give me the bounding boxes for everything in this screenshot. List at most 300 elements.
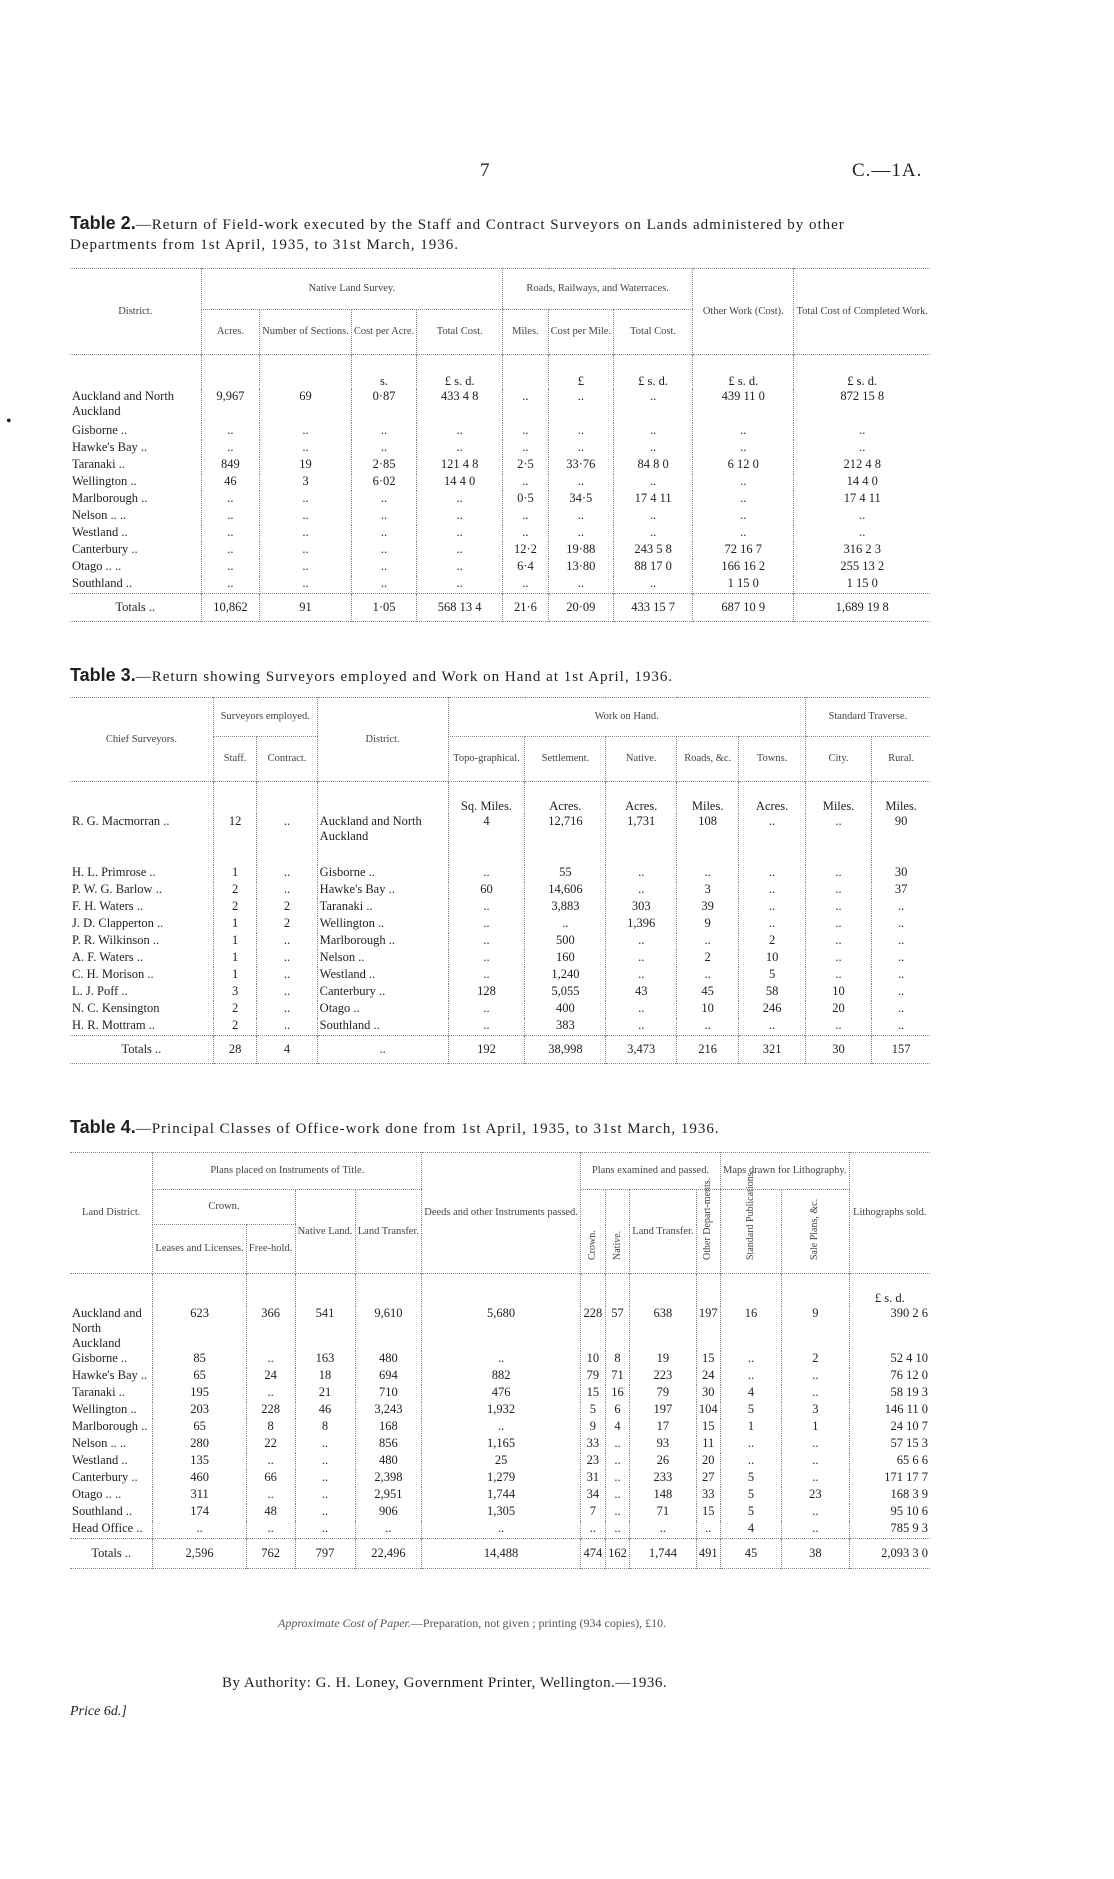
- row-label: Southland ..: [72, 1503, 133, 1518]
- table-cell: 95 10 6: [849, 1504, 930, 1521]
- table-row: [70, 1402, 930, 1419]
- totals-cell: 762: [246, 1538, 295, 1568]
- table-cell: ..: [693, 491, 794, 508]
- table-cell: 30: [872, 865, 930, 882]
- totals-cell: 38,998: [525, 1035, 606, 1063]
- table-cell: 7: [580, 1504, 605, 1521]
- table-cell: ..: [351, 559, 416, 576]
- table-cell: 8: [295, 1419, 355, 1436]
- table-cell: ..: [606, 865, 677, 882]
- t3-unit: Sq. Miles.: [448, 782, 525, 814]
- table-row: [70, 423, 930, 440]
- table-cell: 55: [525, 865, 606, 882]
- table-cell: ..: [721, 1351, 782, 1368]
- table-cell: ..: [782, 1521, 850, 1539]
- table-row: [70, 1368, 930, 1385]
- table-cell: ..: [805, 899, 871, 916]
- table-cell: ..: [782, 1385, 850, 1402]
- table-cell: ..: [351, 542, 416, 559]
- table-cell: 20: [696, 1453, 720, 1470]
- table-cell: ..: [257, 865, 317, 882]
- table-row: [70, 576, 930, 594]
- table-cell: ..: [503, 508, 549, 525]
- table-cell: ..: [872, 916, 930, 933]
- t4-unit: £ s. d.: [849, 1274, 930, 1306]
- table-cell: 71: [630, 1504, 696, 1521]
- table-cell: 166 16 2: [693, 559, 794, 576]
- table2-label: Table 2.: [70, 213, 136, 233]
- row-label: P. R. Wilkinson ..: [72, 932, 160, 947]
- table-cell: 9,967: [201, 389, 260, 423]
- totals-cell: 474: [580, 1538, 605, 1568]
- table-cell: 228: [246, 1402, 295, 1419]
- table-cell: ..: [257, 814, 317, 865]
- table3: [70, 697, 930, 1064]
- t3-h-city: City.: [805, 737, 871, 782]
- table-cell: 12·2: [503, 542, 549, 559]
- table-cell: ..: [295, 1487, 355, 1504]
- row-label: R. G. Macmorran ..: [72, 813, 170, 828]
- table-cell: 2: [257, 899, 317, 916]
- table-cell: Wellington ..: [317, 916, 448, 933]
- totals-cell: 3,473: [606, 1035, 677, 1063]
- row-label: Canterbury ..: [72, 1469, 138, 1484]
- table-cell: 316 2 3: [794, 542, 930, 559]
- table-cell: ..: [677, 1018, 739, 1036]
- totals-label: Totals ..: [91, 1545, 132, 1560]
- table-cell: 25: [422, 1453, 581, 1470]
- totals-cell: 10,862: [201, 593, 260, 621]
- row-label: Westland ..: [72, 524, 128, 539]
- table-row: [70, 865, 930, 882]
- table-row: [70, 1351, 930, 1368]
- table-cell: ..: [417, 491, 503, 508]
- table-row: [70, 1018, 930, 1036]
- table-cell: 34·5: [548, 491, 613, 508]
- table-cell: ..: [614, 474, 693, 491]
- table-cell: 5: [721, 1402, 782, 1419]
- table-cell: ..: [201, 423, 260, 440]
- table-cell: ..: [548, 474, 613, 491]
- price: Price 6d.]: [70, 1704, 127, 1719]
- t4-h-plans-placed: Plans placed on Instruments of Title.: [153, 1153, 422, 1190]
- table-cell: ..: [782, 1470, 850, 1487]
- table-cell: ..: [260, 491, 352, 508]
- table-row: [70, 1436, 930, 1453]
- row-label: Wellington ..: [72, 473, 137, 488]
- row-label: C. H. Morison ..: [72, 966, 154, 981]
- table-cell: 15: [580, 1385, 605, 1402]
- table-row: [70, 899, 930, 916]
- table-cell: 906: [355, 1504, 422, 1521]
- table-cell: ..: [614, 440, 693, 457]
- table-cell: ..: [794, 525, 930, 542]
- table-cell: 26: [630, 1453, 696, 1470]
- row-label: Auckland and North Auckland: [72, 1305, 142, 1350]
- table-cell: 2: [677, 950, 739, 967]
- table-cell: 85: [153, 1351, 246, 1368]
- table-cell: 88 17 0: [614, 559, 693, 576]
- table-cell: ..: [805, 865, 871, 882]
- t4-h-maps: Maps drawn for Lithography.: [721, 1153, 850, 1190]
- table-cell: ..: [417, 423, 503, 440]
- table-cell: 23: [782, 1487, 850, 1504]
- table-cell: 168: [355, 1419, 422, 1436]
- table-cell: 90: [872, 814, 930, 865]
- table-cell: 228: [580, 1306, 605, 1351]
- totals-cell: 1,744: [630, 1538, 696, 1568]
- t2-unit: £ s. d.: [794, 355, 930, 389]
- t2-unit: £ s. d.: [417, 355, 503, 389]
- totals-cell: 568 13 4: [417, 593, 503, 621]
- table-cell: 148: [630, 1487, 696, 1504]
- table-cell: ..: [782, 1504, 850, 1521]
- table-cell: 390 2 6: [849, 1306, 930, 1351]
- t2-h-other: Other Work (Cost).: [693, 269, 794, 355]
- table-cell: 2: [213, 1018, 257, 1036]
- table-cell: ..: [448, 899, 525, 916]
- t4-h-leases: Leases and Licenses.: [153, 1225, 246, 1274]
- table-cell: ..: [246, 1453, 295, 1470]
- table-cell: 2: [213, 1001, 257, 1018]
- table-row: [70, 474, 930, 491]
- table-cell: ..: [677, 865, 739, 882]
- table-cell: 2·85: [351, 457, 416, 474]
- table-cell: 15: [696, 1504, 720, 1521]
- table-cell: ..: [246, 1521, 295, 1539]
- table-cell: 72 16 7: [693, 542, 794, 559]
- table-cell: 1 15 0: [693, 576, 794, 594]
- totals-cell: 797: [295, 1538, 355, 1568]
- table-cell: ..: [605, 1470, 630, 1487]
- table-cell: ..: [153, 1521, 246, 1539]
- table-cell: ..: [448, 950, 525, 967]
- row-label: Westland ..: [72, 1452, 128, 1467]
- t4-h-native-v: Native.: [611, 1230, 623, 1260]
- table-cell: 17 4 11: [794, 491, 930, 508]
- table-cell: 93: [630, 1436, 696, 1453]
- table-cell: ..: [782, 1436, 850, 1453]
- table-cell: 3,883: [525, 899, 606, 916]
- table-cell: ..: [201, 525, 260, 542]
- t3-unit: Acres.: [525, 782, 606, 814]
- t4-h-freehold: Free-hold.: [246, 1225, 295, 1274]
- table-cell: 4: [721, 1521, 782, 1539]
- table-cell: 19·88: [548, 542, 613, 559]
- table-cell: 128: [448, 984, 525, 1001]
- table-cell: ..: [351, 576, 416, 594]
- t4-h-crown-v: Crown.: [586, 1229, 598, 1260]
- t2-unit: £ s. d.: [614, 355, 693, 389]
- table-cell: ..: [805, 882, 871, 899]
- table2: [70, 268, 930, 622]
- table-cell: 27: [696, 1470, 720, 1487]
- table-cell: 6·02: [351, 474, 416, 491]
- table-cell: 6·4: [503, 559, 549, 576]
- t2-unit: £ s. d.: [693, 355, 794, 389]
- table-cell: 1,165: [422, 1436, 581, 1453]
- table-cell: ..: [260, 508, 352, 525]
- t3-unit: Acres.: [606, 782, 677, 814]
- table3-heading: [70, 665, 930, 687]
- table-row: [70, 950, 930, 967]
- table-cell: 2: [213, 882, 257, 899]
- table-cell: ..: [606, 882, 677, 899]
- table-cell: 5,680: [422, 1306, 581, 1351]
- t2-h-acres: Acres.: [201, 310, 260, 355]
- table-cell: 1: [782, 1419, 850, 1436]
- table-cell: ..: [351, 525, 416, 542]
- table-cell: 439 11 0: [693, 389, 794, 423]
- table-cell: Taranaki ..: [317, 899, 448, 916]
- table-cell: 433 4 8: [417, 389, 503, 423]
- table-cell: ..: [351, 440, 416, 457]
- table-cell: ..: [739, 916, 805, 933]
- table-cell: 17 4 11: [614, 491, 693, 508]
- table4-heading: [70, 1117, 930, 1139]
- table-cell: 33·76: [548, 457, 613, 474]
- table-cell: ..: [872, 950, 930, 967]
- table-row: [70, 525, 930, 542]
- table-cell: 39: [677, 899, 739, 916]
- t2-h-total-cost2: Total Cost.: [614, 310, 693, 355]
- table-cell: ..: [201, 508, 260, 525]
- table-row: [70, 508, 930, 525]
- totals-cell: 1,689 19 8: [794, 593, 930, 621]
- table-cell: 79: [630, 1385, 696, 1402]
- table-cell: ..: [257, 933, 317, 950]
- t2-h-cost-acre: Cost per Acre.: [351, 310, 416, 355]
- totals-cell: 30: [805, 1035, 871, 1063]
- table-cell: ..: [422, 1351, 581, 1368]
- table-cell: ..: [794, 423, 930, 440]
- table-cell: 9,610: [355, 1306, 422, 1351]
- table-cell: 203: [153, 1402, 246, 1419]
- table-cell: ..: [548, 389, 613, 423]
- table-cell: 2·5: [503, 457, 549, 474]
- table-cell: ..: [295, 1436, 355, 1453]
- table-cell: 6 12 0: [693, 457, 794, 474]
- totals-cell: 21·6: [503, 593, 549, 621]
- table-cell: ..: [503, 576, 549, 594]
- row-label: H. L. Primrose ..: [72, 864, 156, 879]
- table2-heading: [70, 213, 930, 255]
- t3-h-topo: Topo-graphical.: [448, 737, 525, 782]
- table-cell: Marlborough ..: [317, 933, 448, 950]
- table-row: [70, 984, 930, 1001]
- table-cell: 1 15 0: [794, 576, 930, 594]
- table-cell: 11: [696, 1436, 720, 1453]
- row-label: Gisborne ..: [72, 422, 128, 437]
- table-cell: 171 17 7: [849, 1470, 930, 1487]
- table-row: [70, 1470, 930, 1487]
- table-cell: ..: [448, 865, 525, 882]
- table-cell: 9: [580, 1419, 605, 1436]
- table-cell: ..: [201, 491, 260, 508]
- table-cell: ..: [782, 1368, 850, 1385]
- table-cell: 3: [782, 1402, 850, 1419]
- table-cell: ..: [257, 1001, 317, 1018]
- table-cell: ..: [580, 1521, 605, 1539]
- t2-unit: £: [548, 355, 613, 389]
- totals-cell: 38: [782, 1538, 850, 1568]
- table-row: [70, 1419, 930, 1436]
- table-cell: 14 4 0: [417, 474, 503, 491]
- table-cell: 16: [721, 1306, 782, 1351]
- table-cell: Auckland and North Auckland: [317, 814, 448, 865]
- table-cell: ..: [295, 1504, 355, 1521]
- table-cell: 46: [201, 474, 260, 491]
- totals-cell: 45: [721, 1538, 782, 1568]
- table-cell: ..: [805, 950, 871, 967]
- t4-h-deeds: Deeds and other Instruments passed.: [422, 1153, 581, 1274]
- table-row: [70, 1453, 930, 1470]
- table-cell: 500: [525, 933, 606, 950]
- table-cell: 71: [605, 1368, 630, 1385]
- t4-h-other-dept: Other Depart-ments.: [702, 1177, 714, 1260]
- table-cell: ..: [872, 1018, 930, 1036]
- table-row: [70, 916, 930, 933]
- table-cell: 12: [213, 814, 257, 865]
- row-label: Otago .. ..: [72, 1486, 122, 1501]
- table-cell: 160: [525, 950, 606, 967]
- row-label: Wellington ..: [72, 1401, 137, 1416]
- row-label: Taranaki ..: [72, 1384, 125, 1399]
- table-cell: ..: [260, 440, 352, 457]
- table-cell: 460: [153, 1470, 246, 1487]
- row-label: Otago .. ..: [72, 558, 122, 573]
- table-cell: 255 13 2: [794, 559, 930, 576]
- table-cell: ..: [630, 1521, 696, 1539]
- table-cell: ..: [260, 576, 352, 594]
- table-cell: ..: [246, 1385, 295, 1402]
- table-cell: ..: [548, 525, 613, 542]
- table-cell: 15: [696, 1419, 720, 1436]
- table3-title: —Return showing Surveyors employed and Work on Hand at 1st April, 1936.: [135, 669, 674, 685]
- table-cell: ..: [739, 1018, 805, 1036]
- table-cell: 5: [721, 1487, 782, 1504]
- table-row: [70, 491, 930, 508]
- table-cell: ..: [448, 1018, 525, 1036]
- table-cell: ..: [614, 508, 693, 525]
- table-cell: ..: [693, 440, 794, 457]
- table-cell: 694: [355, 1368, 422, 1385]
- table-cell: 1: [213, 950, 257, 967]
- table-cell: 52 4 10: [849, 1351, 930, 1368]
- table-cell: 623: [153, 1306, 246, 1351]
- t3-h-staff: Staff.: [213, 737, 257, 782]
- t3-h-rural: Rural.: [872, 737, 930, 782]
- table-cell: ..: [693, 508, 794, 525]
- table-cell: 135: [153, 1453, 246, 1470]
- table-cell: ..: [503, 525, 549, 542]
- table-cell: 197: [696, 1306, 720, 1351]
- table-cell: 14,606: [525, 882, 606, 899]
- t2-h-sections: Number of Sections.: [260, 310, 352, 355]
- table-cell: 785 9 3: [849, 1521, 930, 1539]
- table-cell: ..: [872, 899, 930, 916]
- table-cell: ..: [805, 967, 871, 984]
- table-cell: ..: [503, 474, 549, 491]
- table-cell: 8: [605, 1351, 630, 1368]
- table-cell: ..: [295, 1453, 355, 1470]
- table-cell: 104: [696, 1402, 720, 1419]
- table-cell: ..: [503, 423, 549, 440]
- table-cell: ..: [872, 933, 930, 950]
- table-cell: ..: [739, 882, 805, 899]
- paper-cost-note: [278, 1616, 666, 1631]
- t3-h-roads: Roads, &c.: [677, 737, 739, 782]
- table-cell: 0·87: [351, 389, 416, 423]
- table-row: [70, 440, 930, 457]
- row-label: Nelson .. ..: [72, 1435, 127, 1450]
- t3-unit: Miles.: [872, 782, 930, 814]
- table-cell: 76 12 0: [849, 1368, 930, 1385]
- table-cell: 33: [580, 1436, 605, 1453]
- table-cell: 9: [677, 916, 739, 933]
- totals-label: Totals ..: [115, 599, 156, 614]
- table-cell: 5: [721, 1504, 782, 1521]
- table-cell: 9: [782, 1306, 850, 1351]
- table-cell: 480: [355, 1351, 422, 1368]
- table-row: [70, 389, 930, 423]
- table-cell: ..: [614, 525, 693, 542]
- t4-h-native-land: Native Land.: [295, 1190, 355, 1274]
- table-cell: 2: [213, 899, 257, 916]
- table-cell: ..: [351, 491, 416, 508]
- table-cell: 1: [213, 916, 257, 933]
- table-cell: 5,055: [525, 984, 606, 1001]
- table-row: [70, 933, 930, 950]
- totals-cell: 192: [448, 1035, 525, 1063]
- table-cell: ..: [351, 423, 416, 440]
- totals-cell: 28: [213, 1035, 257, 1063]
- table2-title: —Return of Field-work executed by the Staff and Contract Surveyors on Lands administered by other Departments from 1st April, 1935, to 31st March, 1936.: [70, 217, 845, 253]
- table-cell: ..: [246, 1351, 295, 1368]
- table-cell: ..: [260, 542, 352, 559]
- table-cell: 43: [606, 984, 677, 1001]
- table-cell: ..: [295, 1521, 355, 1539]
- table-cell: 10: [580, 1351, 605, 1368]
- table-cell: 638: [630, 1306, 696, 1351]
- table-cell: 23: [580, 1453, 605, 1470]
- table-cell: 2: [782, 1351, 850, 1368]
- table-cell: ..: [351, 508, 416, 525]
- t3-h-district: District.: [317, 698, 448, 782]
- table-cell: 57: [605, 1306, 630, 1351]
- table-cell: 1: [213, 967, 257, 984]
- totals-cell: 157: [872, 1035, 930, 1063]
- table-cell: 46: [295, 1402, 355, 1419]
- table-cell: ..: [417, 576, 503, 594]
- totals-cell: 687 10 9: [693, 593, 794, 621]
- table-cell: ..: [693, 423, 794, 440]
- table-cell: 366: [246, 1306, 295, 1351]
- table-cell: ..: [696, 1521, 720, 1539]
- table-cell: 710: [355, 1385, 422, 1402]
- t3-unit: Miles.: [677, 782, 739, 814]
- table-cell: ..: [503, 440, 549, 457]
- row-label: Hawke's Bay ..: [72, 1367, 148, 1382]
- paper-cost-label: Approximate Cost of Paper.: [278, 1616, 411, 1630]
- table-cell: ..: [548, 440, 613, 457]
- table-cell: ..: [422, 1521, 581, 1539]
- table-cell: 108: [677, 814, 739, 865]
- table-cell: 1,932: [422, 1402, 581, 1419]
- table-cell: 4: [448, 814, 525, 865]
- table-cell: 58 19 3: [849, 1385, 930, 1402]
- table-cell: ..: [872, 1001, 930, 1018]
